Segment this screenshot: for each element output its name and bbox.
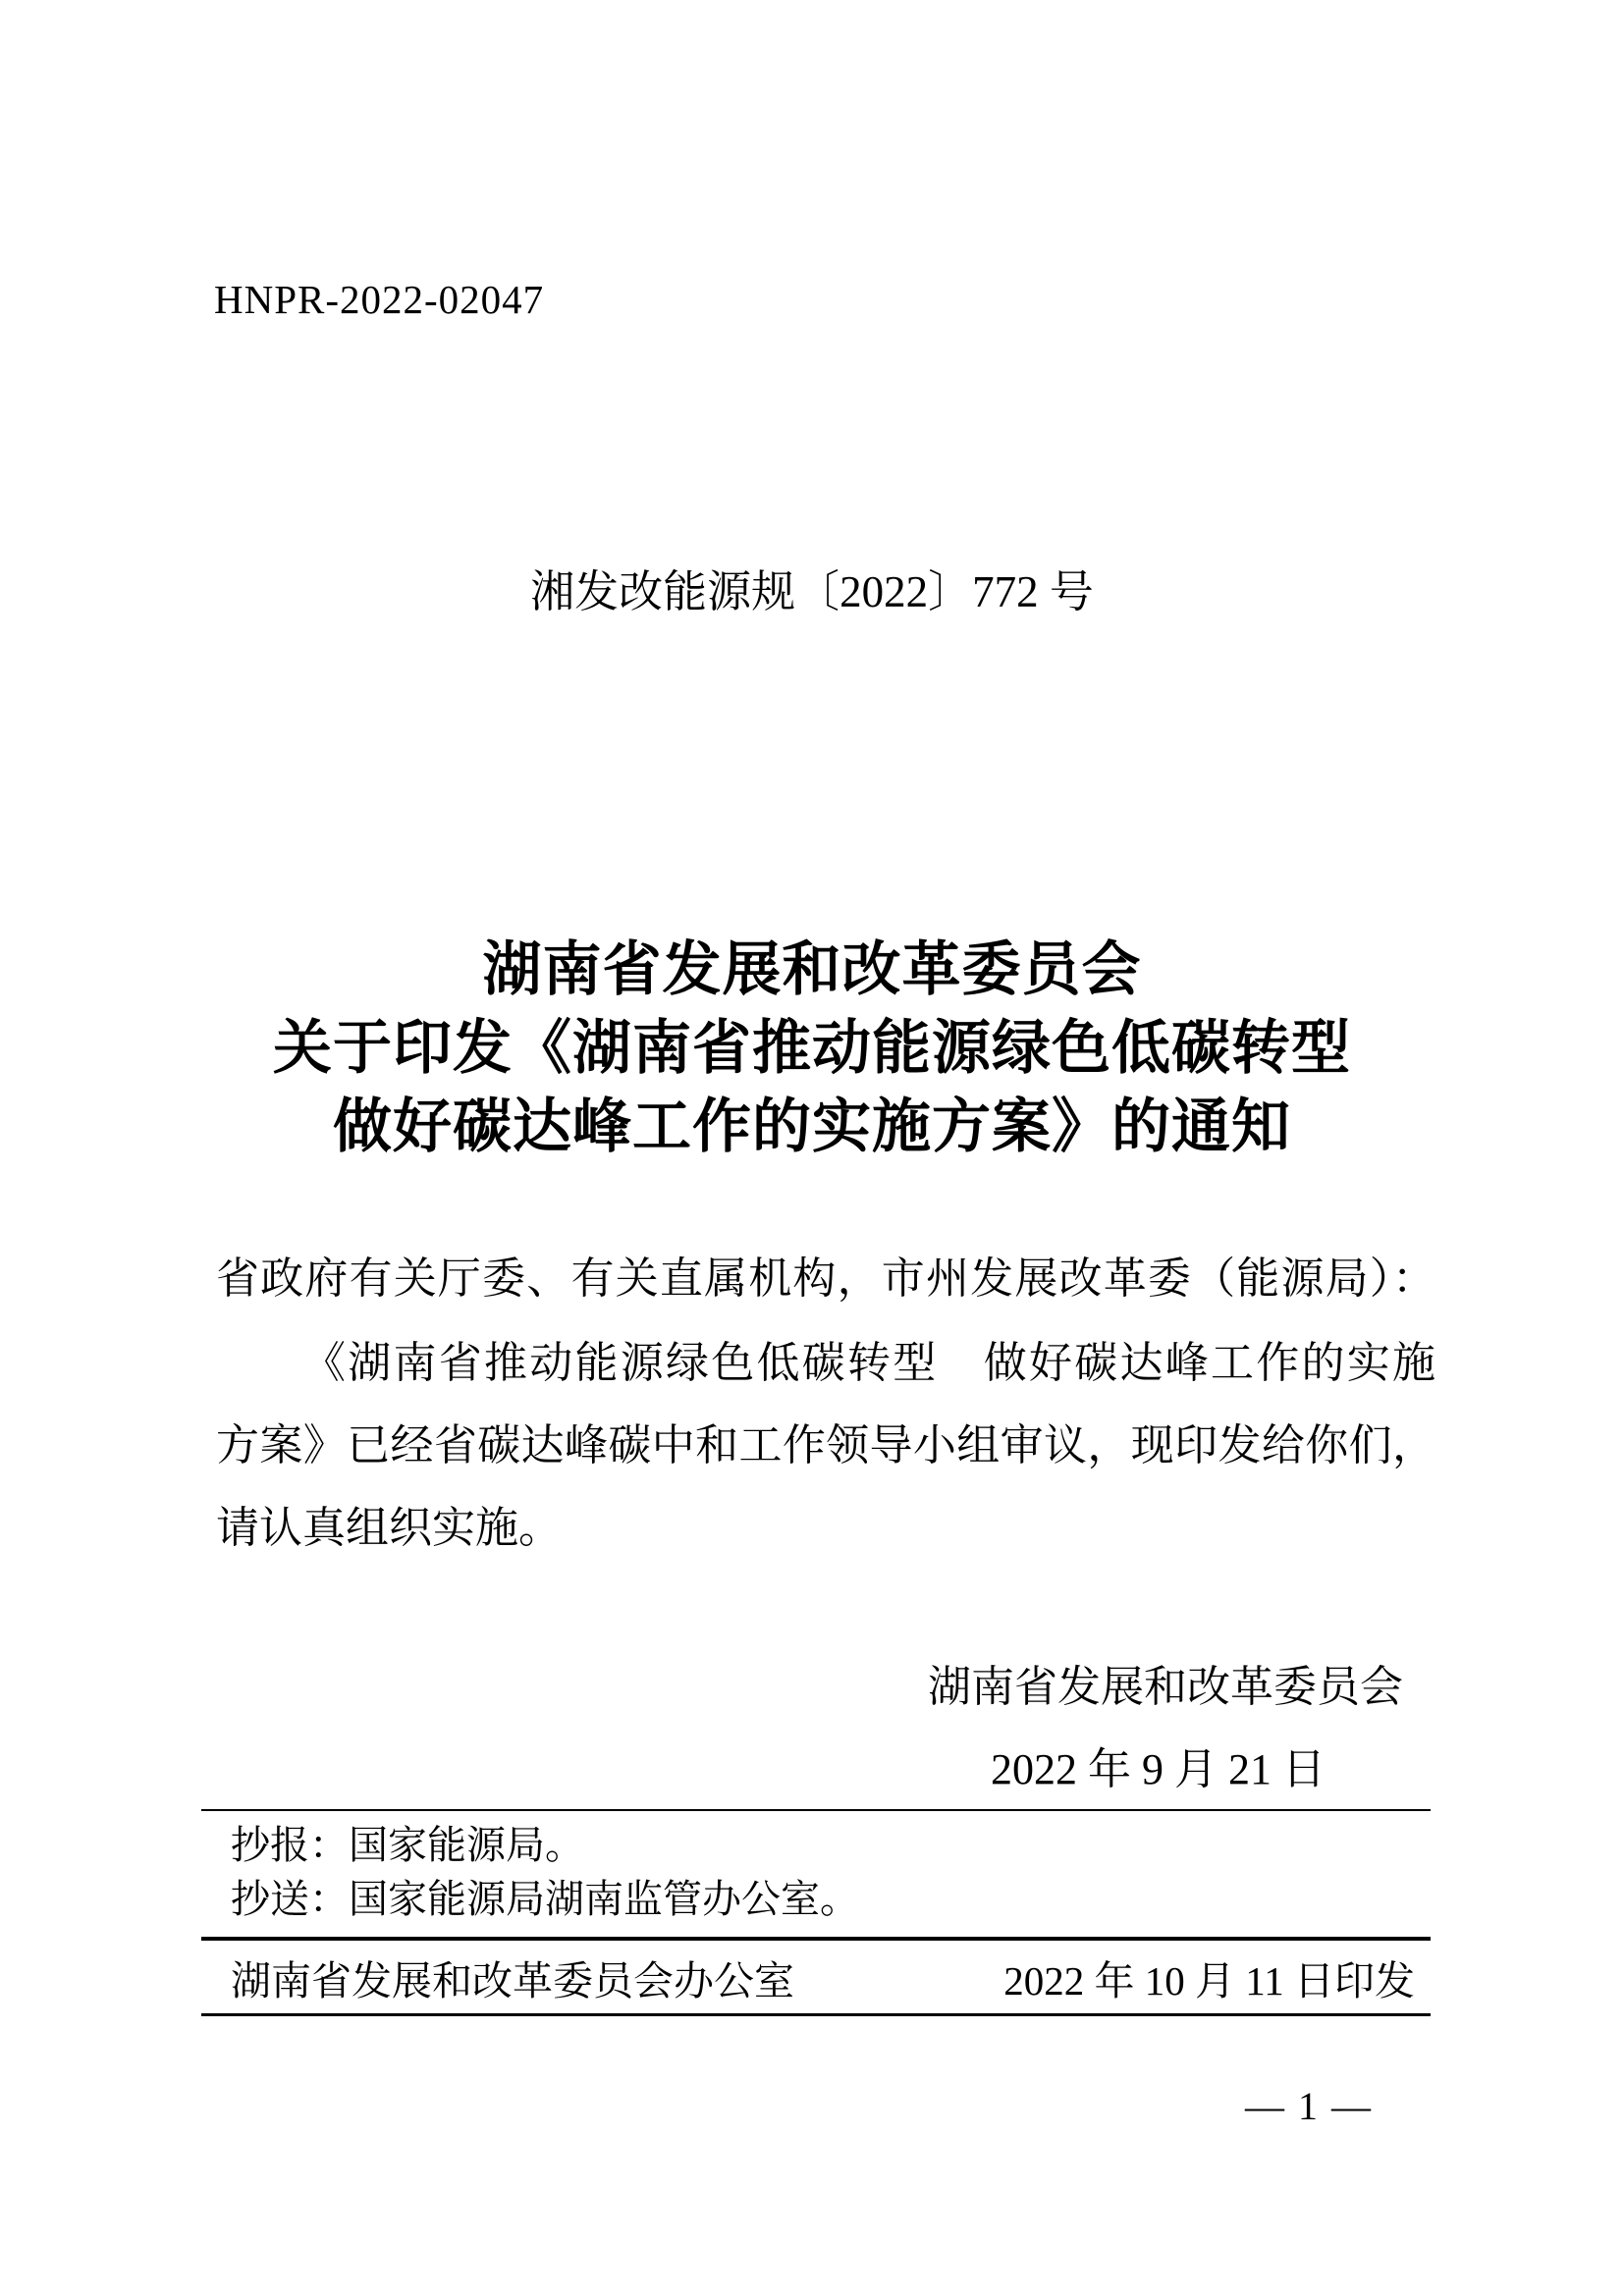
- page-number: — 1 —: [1245, 2084, 1373, 2128]
- issuer-office: 湖南省发展和改革委员会办公室: [231, 1957, 794, 2003]
- body-paragraph-line-2: 方案》已经省碳达峰碳中和工作领导小组审议，现印发给你们，: [216, 1421, 1435, 1469]
- footer-divider-bottom: [201, 2013, 1431, 2016]
- document-title: [203, 931, 1421, 1166]
- signature-organization: 湖南省发展和改革委员会: [928, 1663, 1403, 1711]
- title-line-3: 做好碳达峰工作的实施方案》的通知: [333, 1094, 1291, 1159]
- doc-id: HNPR-2022-02047: [214, 277, 545, 322]
- print-date: 2022 年 10 月 11 日印发: [1003, 1957, 1415, 2003]
- body-paragraph-line-3: 请认真组织实施。: [216, 1504, 562, 1552]
- issuer-row: [201, 1941, 1431, 2013]
- copy-send-line: 抄送：国家能源局湖南监管办公室。: [231, 1878, 859, 1921]
- signature-date: 2022 年 9 月 21 日: [991, 1745, 1326, 1793]
- title-line-1: 湖南省发展和改革委员会: [482, 936, 1142, 1002]
- copy-lines: [201, 1811, 1431, 1937]
- doc-number: 湘发改能源规〔2022〕772 号: [530, 567, 1094, 616]
- copy-report-line: 抄报：国家能源局。: [231, 1824, 584, 1867]
- body-paragraph-line-1: 《湖南省推动能源绿色低碳转型 做好碳达峰工作的实施: [302, 1339, 1435, 1387]
- salutation: 省政府有关厅委、有关直属机构，市州发展改革委（能源局）：: [216, 1255, 1435, 1303]
- version-note-block: [201, 1809, 1431, 2016]
- title-line-2: 关于印发《湖南省推动能源绿色低碳转型: [273, 1015, 1351, 1081]
